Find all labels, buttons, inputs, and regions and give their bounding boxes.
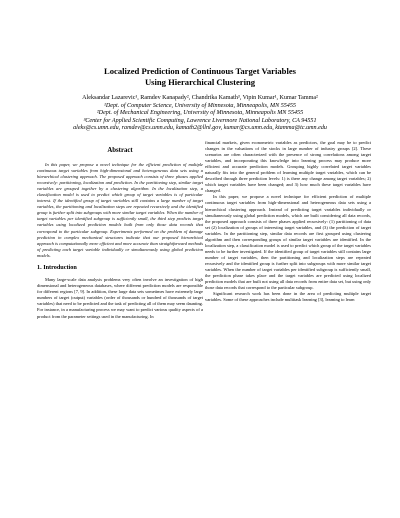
- affiliation-3: ³Center for Applied Scientific Computing, Lawrence Livermore National Laboratory, CA 94551: [83, 117, 317, 124]
- right-paragraph-3: Significant research work has been done in the area of predicting multiple target variables. Some of these approaches include multitask learning [3], learning to learn: [205, 291, 371, 303]
- author-emails: aleks@cs.umn.edu, ramdev@cs.umn.edu, kamath2@llnl.gov, kumar@cs.umn.edu, ktamma@tc.umn.edu: [73, 125, 327, 132]
- right-column: [205, 140, 371, 303]
- affiliation-2: ²Dept. of Mechanical Engineering, University of Minnesota, Minneapolis MN 55455: [96, 110, 304, 117]
- right-paragraph-2: In this paper, we propose a novel technique for efficient prediction of multiple continuous target variables from high-dimensional and heterogeneous data sets using a hierarchical clustering approach. Instead of predicting target variables individually or simultaneously using global prediction models, which are built considering all data records, the proposed approach consists of three phases applied recursively: (1) partitioning of data set (2) localization of groups of interesting target variables, and (3) the prediction of target variables. In the partitioning step, similar data records are first grouped using clustering algorithm and then corresponding groups of similar target variables are identified. In the localization step, a classification model is used to predict which group of the target variables needs to be further investigated. If the identified group of target variables still contains large number of target variables, then the partitioning and localization steps are repeated recursively and the identified group is further split into subgroups with more similar target variables. When the number of target variables per identified subgroup is sufficiently small, the prediction phase takes place and the target variables are predicted using localized prediction models that are built not using all data records from entire data set, but using only those data records that correspond to the particular subgroup.: [205, 194, 371, 291]
- abstract-text: In this paper, we propose a novel technique for the efficient prediction of multiple continuous target variables from high-dimensional and heterogeneous data sets using a hierarchical clustering approach. The proposed approach consists of three phases applied recursively: partitioning, localization and prediction. In the partitioning step, similar target variables are grouped together by a clustering algorithm. In the localization step, a classification model is used to predict which group of target variables is of particular interest. If the identified group of target variables still contains a large number of target variables, the partitioning and localization steps are repeated recursively and the identified group is further split into subgroups with more similar target variables. When the number of target variables per identified subgroup is sufficiently small, the third step predicts target variables using localized prediction models built from only those data records that correspond to the particular subgroup. Experiments performed on the problem of damage prediction in complex mechanical structures indicate that our proposed hierarchical approach is computationally more efficient and more accurate than straightforward methods of predicting each target variable individually or simultaneously using global prediction models.: [37, 162, 203, 258]
- paper-title: [0, 66, 400, 87]
- section-1-heading: 1. Introduction: [37, 263, 77, 271]
- abstract-heading: Abstract: [107, 147, 133, 154]
- intro-paragraph: Many large-scale data analysis problems very often involve an investigation of high dimensional and heterogeneous databases, where different prediction models are responsible for different regions [7, 9]. In addition, these large data sets sometimes have extremely large numbers of target (output) variables (order of thousands or hundred of thousands of target variables) that need to be predicted and the task of predicting all of them may seem daunting. For instance, in a manufacturing process we may want to predict various quality aspects of a product from the parameter settings used in the manufacturing. In: [37, 277, 203, 319]
- title-line-2: Using Hierarchical Clustering: [144, 76, 256, 87]
- left-column: [37, 144, 203, 320]
- right-paragraph-1: financial markets, given econometric variables as predictors, the goal may be to predict changes in the valuations of the stocks in large number of industry groups [2]. These scenarios are often characterized with the presence of strong correlations among target variables, and incorporating this knowledge into learning process may produce more efficient and accurate prediction models. Grouping highly correlated target variables naturally fits into the general problem of learning multiple target variables, which can be described through three prediction levels: 1) is there any change among target variables; 2) which target variables have been changed; and 3) how much these target variables have changed.: [205, 140, 371, 194]
- title-line-1: Localized Prediction of Continuous Target Variables: [103, 66, 297, 76]
- author-block: [0, 95, 400, 133]
- author-names: Aleksandar Lazarevic¹, Ramdev Kanapady², Chandrika Kamath³, Vipin Kumar¹, Kumar Tamma²: [82, 95, 318, 101]
- affiliation-1: ¹Dept. of Computer Science, University of Minnesota, Minneapolis, MN 55455: [104, 102, 296, 109]
